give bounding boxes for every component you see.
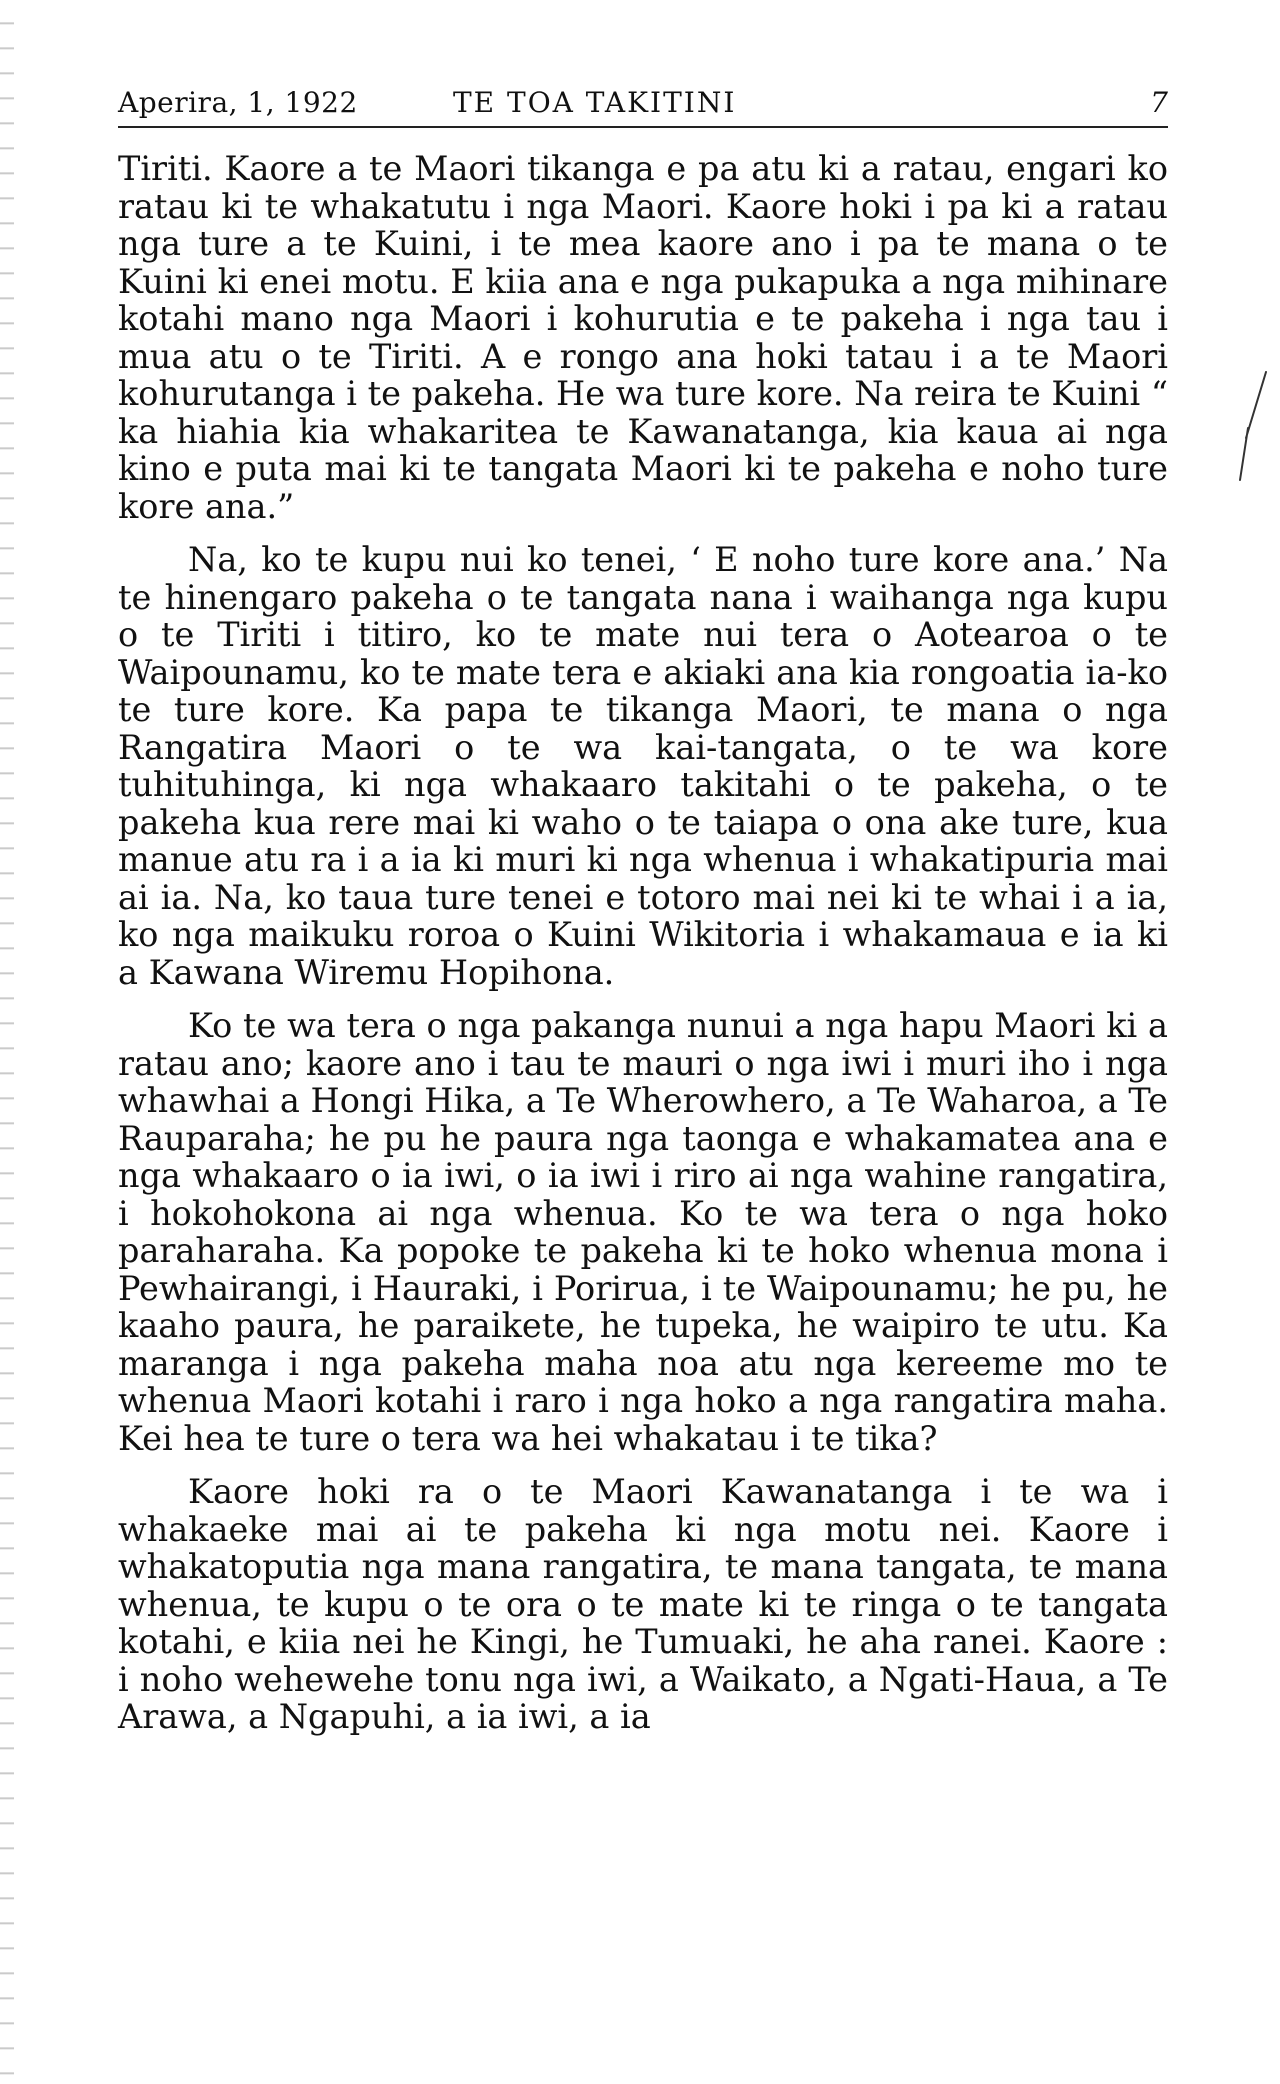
scan-edge-shadow — [0, 0, 14, 2084]
body-text — [118, 150, 1168, 1752]
paragraph-2: Na, ko te kupu nui ko tenei, ‘ E noho ture kore ana.’ Na te hinengaro pakeha o te tangata nana i waihanga nga kupu o te Tiriti i titiro, ko te mate nui tera o Aotearoa o te Waipounamu, ko te mate tera e akiaki ana kia rongoatia ia-ko te ture kore. Ka papa te tikanga Maori, te mana o nga Rangatira Maori o te wa kai-tangata, o te wa kore tuhituhinga, ki nga whakaaro takitahi o te pakeha, o te pakeha kua rere mai ki waho o te taiapa o ona ake ture, kua manue atu ra i a ia ki muri ki nga whenua i whakatipuria mai ai ia. Na, ko taua ture tenei e totoro mai nei ki te whai i a ia, ko nga maikuku roroa o Kuini Wikitoria i whakamaua e ia ki a Kawana Wiremu Hopihona. — [118, 540, 1168, 992]
running-header — [118, 86, 1168, 128]
paragraph-4: Kaore hoki ra o te Maori Kawanatanga i te wa i whakaeke mai ai te pakeha ki nga motu nei. Kaore i whakatoputia nga mana rangatira, te mana tangata, te mana whenua, te kupu o te ora o te mate ki te ringa o te tangata kotahi, e kiia nei he Kingi, he Tumuaki, he aha ranei. Kaore : i noho wehewehe tonu nga iwi, a Waikato, a Ngati-Haua, a Te Arawa, a Ngapuhi, a ia iwi, a ia — [118, 1472, 1168, 1736]
paragraph-1: Tiriti. Kaore a te Maori tikanga e pa atu ki a ratau, engari ko ratau ki te whakatutu i nga Maori. Kaore hoki i pa ki a ratau nga ture a te Kuini, i te mea kaore ano i pa te mana o te Kuini ki enei motu. E kiia ana e nga pukapuka a nga mihinare kotahi mano nga Maori i kohurutia e te pakeha i nga tau i mua atu o te Tiriti. A e rongo ana hoki tatau i a te Maori kohurutanga i te pakeha. He wa ture kore. Na reira te Kuini “ ka hiahia kia whakaritea te Kawanatanga, kia kaua ai nga kino e puta mai ki te tangata Maori ki te pakeha e noho ture kore ana.” — [118, 149, 1168, 526]
margin-pen-mark-icon — [1236, 368, 1272, 488]
paragraph-3: Ko te wa tera o nga pakanga nunui a nga hapu Maori ki a ratau ano; kaore ano i tau te mauri o nga iwi i muri iho i nga whawhai a Hongi Hika, a Te Wherowhero, a Te Waharoa, a Te Rauparaha; he pu he paura nga taonga e whakamatea ana e nga whakaaro o ia iwi, o ia iwi i riro ai nga wahine rangatira, i hokohokona ai nga whenua. Ko te wa tera o nga hoko paraharaha. Ka popoke te pakeha ki te hoko whenua mona i Pewhairangi, i Hauraki, i Porirua, i te Waipounamu; he pu, he kaaho paura, he paraikete, he tupeka, he waipiro te utu. Ka maranga i nga pakeha maha noa atu nga kereeme mo te whenua Maori kotahi i raro i nga hoko a nga rangatira maha. Kei hea te ture o tera wa hei whakatau i te tika? — [118, 1006, 1168, 1458]
page-number: 7 — [1150, 86, 1168, 119]
header-title: TE TOA TAKITINI — [453, 86, 737, 119]
header-date: Aperira, 1, 1922 — [118, 86, 358, 119]
